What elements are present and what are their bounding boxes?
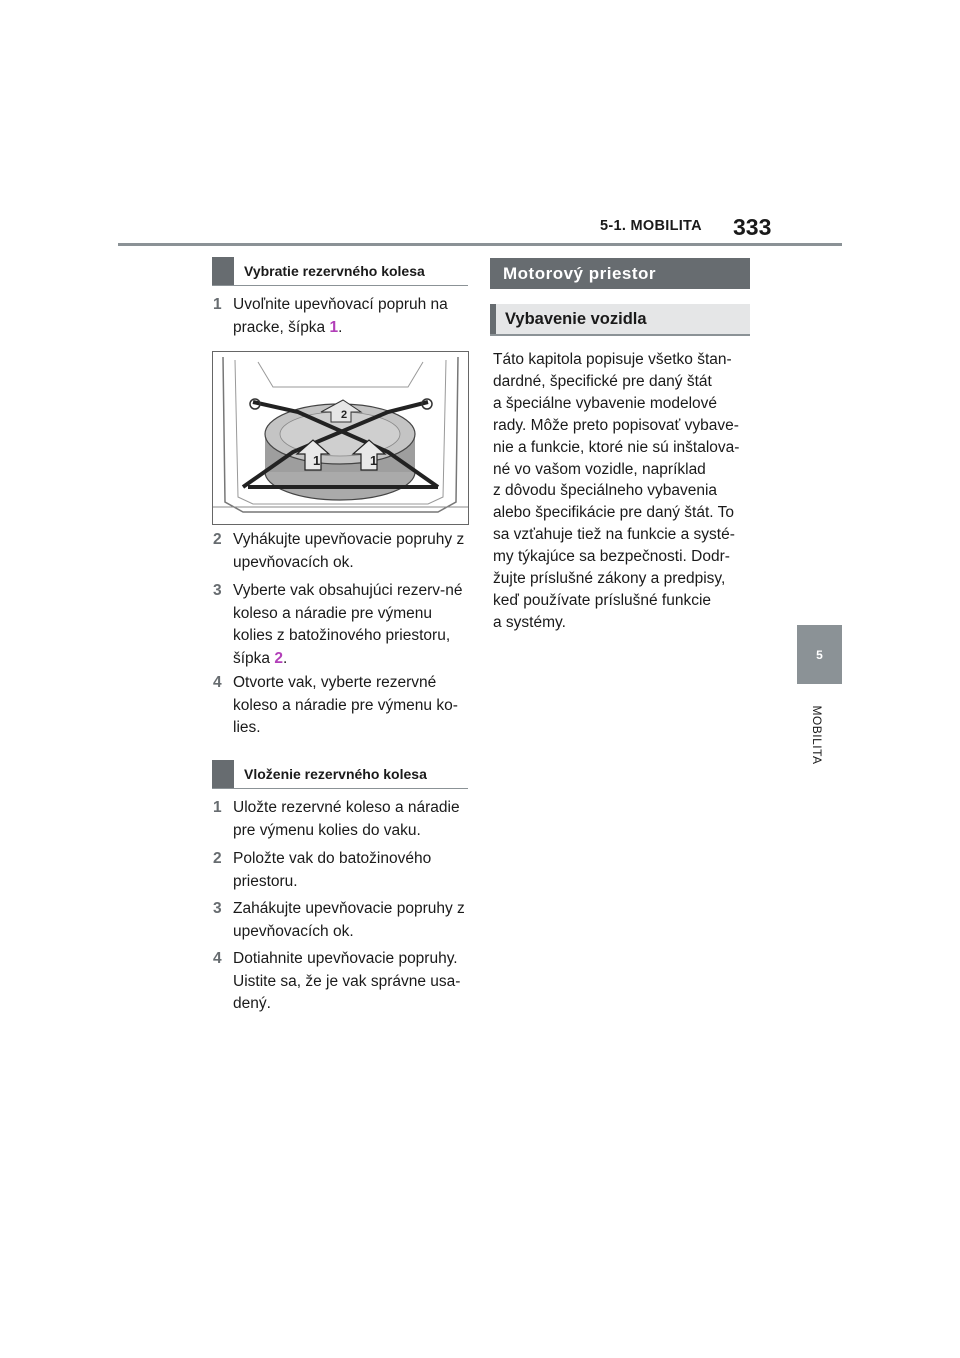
removal-step-2: 2 Vyhákujte upevňovacie popruhy z upevňovacích ok. — [213, 531, 465, 571]
spare-wheel-illustration — [212, 351, 469, 525]
main-heading: Motorový priestor — [490, 258, 750, 289]
chapter-label: MOBILITA — [810, 705, 824, 765]
insert-step-3: 3 Zahákujte upevňovacie popruhy z upevňovacích ok. — [213, 900, 465, 940]
insert-step-2: 2 Položte vak do batožinového priestoru. — [213, 850, 432, 890]
page-number: 333 — [733, 214, 772, 240]
removal-step-3: 3 Vyberte vak obsahujúci rezerv-né koleso a náradie pre výmenu kolies z batožinového priestoru, šípka 2. — [213, 582, 463, 667]
insert-step-4: 4 Dotiahnite upevňovacie popruhy. Uistite sa, že je vak správne usa-dený. — [213, 950, 461, 1012]
removal-step-1: 1 Uvoľnite upevňovací popruh na pracke, šípka 1. — [213, 296, 448, 336]
trunk-diagram — [213, 352, 468, 524]
intro-paragraph: Táto kapitola popisuje všetko štan- dardné, špecifické pre daný štát a špeciálne vybavenie modelové rady. Môže preto popisovať vybave- nie a funkcie, ktoré nie sú inštalova- né vo vašom vozidle, napríklad z dôvodu špeciálneho vybavenia alebo špecifikácie pre daný štát. To sa vzťahuje tiež na funkcie a systé- my týkajúce sa bezpečnosti. Dodr- žujte príslušné zákony a predpisy, keď používate príslušné funkcie a systémy. — [493, 351, 740, 631]
heading-marker — [490, 304, 496, 334]
section-title: 5-1. MOBILITA — [600, 218, 702, 234]
arrow-ref-2: 2 — [274, 649, 283, 667]
sub-heading: Vybavenie vozidla — [490, 304, 750, 336]
chapter-tab — [797, 625, 842, 684]
heading-marker — [212, 760, 234, 788]
header-divider — [118, 243, 842, 246]
removal-heading: Vybratie rezervného kolesa — [212, 257, 468, 286]
arrow-ref-1: 1 — [329, 318, 339, 336]
figure-label-arrow-1b: 1 — [370, 453, 378, 468]
insert-heading: Vloženie rezervného kolesa — [212, 760, 468, 789]
insert-step-1: 1 Uložte rezervné koleso a náradie pre výmenu kolies do vaku. — [213, 799, 460, 839]
removal-step-4: 4 Otvorte vak, vyberte rezervné koleso a náradie pre výmenu ko-lies. — [213, 674, 458, 736]
chapter-number: 5 — [816, 647, 823, 662]
figure-label-arrow-1a: 1 — [313, 453, 321, 468]
heading-marker — [212, 257, 234, 285]
figure-label-arrow-2: 2 — [341, 409, 348, 421]
